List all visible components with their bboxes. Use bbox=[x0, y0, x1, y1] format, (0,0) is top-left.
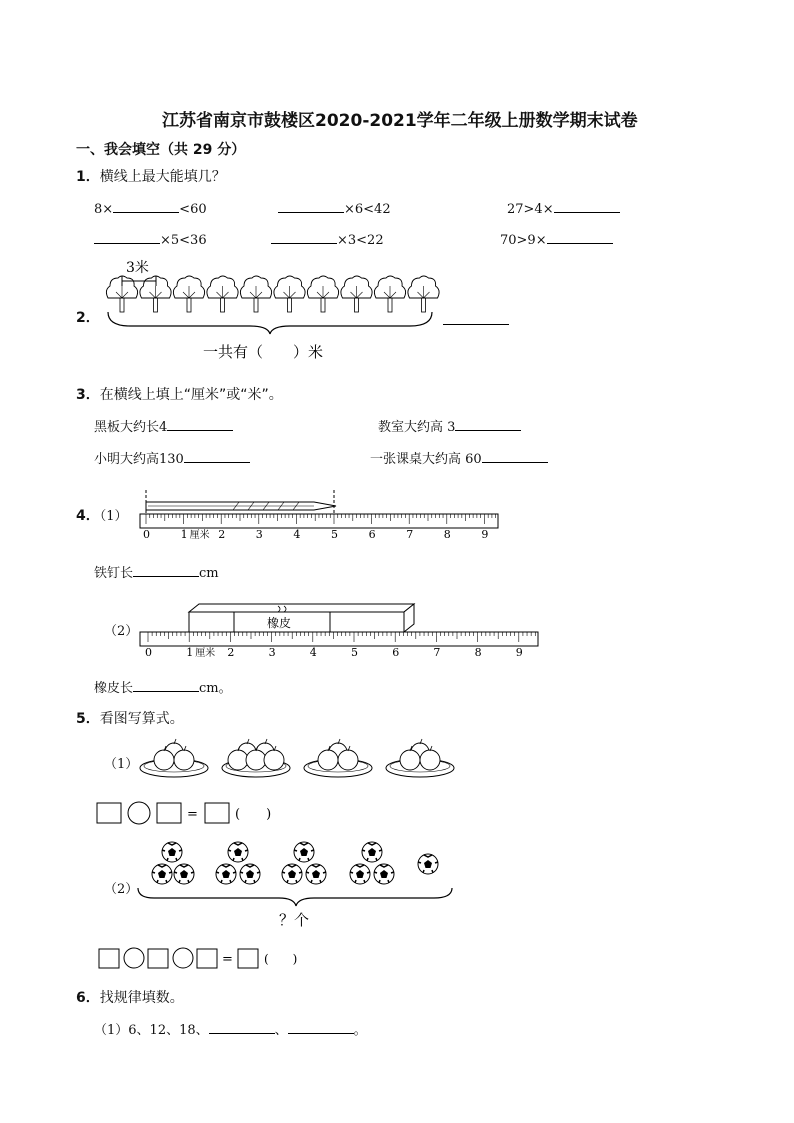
answer-blank[interactable] bbox=[554, 198, 620, 213]
tree-icon bbox=[408, 276, 439, 312]
apple-plates-figure bbox=[138, 736, 468, 786]
eraser-label: 橡皮 bbox=[267, 616, 292, 630]
trees-figure bbox=[100, 254, 440, 369]
q1-item-d: ×5<36 bbox=[94, 229, 207, 248]
tree-icon bbox=[207, 276, 238, 312]
apple-icon bbox=[420, 750, 440, 770]
equation-boxes-2 bbox=[98, 946, 318, 972]
answer-blank[interactable] bbox=[455, 416, 521, 431]
answer-blank[interactable] bbox=[278, 198, 344, 213]
question-6 bbox=[76, 987, 184, 1007]
ruler-label: 0 bbox=[145, 646, 152, 659]
operator-circle[interactable] bbox=[173, 948, 193, 968]
answer-box[interactable] bbox=[197, 949, 217, 968]
apple-icon bbox=[228, 750, 248, 770]
soccer-ball-icon bbox=[174, 864, 194, 884]
apple-icon bbox=[400, 750, 420, 770]
answer-box[interactable] bbox=[97, 803, 121, 823]
ruler-label: 4 bbox=[293, 528, 301, 541]
apple-icon bbox=[338, 750, 358, 770]
ruler-label: 7 bbox=[433, 646, 441, 659]
soccer-ball-icon bbox=[350, 864, 370, 884]
answer-blank[interactable] bbox=[443, 310, 509, 325]
nail-length: 铁钉长 cm bbox=[94, 562, 219, 581]
answer-blank[interactable] bbox=[184, 448, 250, 463]
q6-item: （1）6、12、18、 、 。 bbox=[94, 1019, 367, 1038]
soccer-ball-icon bbox=[294, 842, 314, 862]
answer-box[interactable] bbox=[238, 949, 258, 968]
soccer-balls-figure bbox=[134, 838, 464, 933]
question-number: 6． bbox=[76, 990, 100, 1006]
operator-circle[interactable] bbox=[124, 948, 144, 968]
tree-icon bbox=[173, 276, 204, 312]
ruler-label: 2 bbox=[218, 528, 226, 541]
ruler-label: 9 bbox=[515, 646, 523, 659]
ruler-label: 8 bbox=[474, 646, 482, 659]
answer-blank[interactable] bbox=[482, 448, 548, 463]
ruler-label: 5 bbox=[331, 528, 338, 541]
soccer-ball-icon bbox=[362, 842, 382, 862]
spacing-label: 3米 bbox=[126, 260, 149, 276]
page-title: 江苏省南京市鼓楼区2020-2021学年二年级上册数学期末试卷 bbox=[162, 111, 638, 131]
q1-item-c: 27>4× bbox=[507, 198, 620, 217]
q1-item-e: ×3<22 bbox=[271, 229, 384, 248]
ruler-label: 6 bbox=[392, 646, 400, 659]
question-number: 3． bbox=[76, 387, 100, 403]
answer-blank[interactable] bbox=[547, 229, 613, 244]
eraser-ruler-figure bbox=[138, 600, 540, 660]
question-text: 找规律填数。 bbox=[99, 990, 184, 1006]
soccer-ball-icon bbox=[282, 864, 302, 884]
tree-icon bbox=[307, 276, 338, 312]
question-3 bbox=[76, 384, 283, 404]
question-text: 看图写算式。 bbox=[99, 711, 184, 727]
part-label: （1） bbox=[99, 509, 128, 524]
svg-text:( ): ( ) bbox=[235, 807, 272, 822]
apple-icon bbox=[154, 750, 174, 770]
ruler-label: 5 bbox=[351, 646, 358, 659]
equation-boxes-1 bbox=[96, 801, 296, 827]
part-label: （1） bbox=[104, 757, 139, 772]
ruler-label: 1 bbox=[180, 528, 188, 541]
answer-blank[interactable] bbox=[167, 416, 233, 431]
answer-box[interactable] bbox=[148, 949, 168, 968]
apple-icon bbox=[264, 750, 284, 770]
soccer-ball-icon bbox=[374, 864, 394, 884]
ruler-label: 3 bbox=[255, 528, 263, 541]
answer-blank[interactable] bbox=[133, 677, 199, 692]
question-mark-label: ？个 bbox=[279, 911, 310, 929]
question-number: 2． bbox=[76, 310, 100, 326]
q1-item-f: 70>9× bbox=[500, 229, 613, 248]
answer-blank[interactable] bbox=[133, 562, 199, 577]
soccer-ball-icon bbox=[216, 864, 236, 884]
ruler-unit: 厘米 bbox=[189, 530, 210, 541]
tree-icon bbox=[274, 276, 305, 312]
svg-text:=: = bbox=[187, 807, 198, 822]
answer-blank[interactable] bbox=[113, 198, 179, 213]
apple-plate bbox=[222, 739, 290, 777]
q3-item: 小明大约高130 bbox=[94, 448, 250, 467]
ruler-label: 2 bbox=[227, 646, 235, 659]
ruler bbox=[140, 632, 538, 646]
part-label: （2） bbox=[104, 624, 139, 639]
operator-circle[interactable] bbox=[128, 802, 150, 824]
answer-blank[interactable] bbox=[271, 229, 337, 244]
apple-icon bbox=[174, 750, 194, 770]
ruler-label: 0 bbox=[143, 528, 150, 541]
question-text: 在横线上填上“厘米”或“米”。 bbox=[99, 387, 283, 403]
apple-plate bbox=[386, 739, 454, 777]
apple-icon bbox=[246, 750, 266, 770]
answer-box[interactable] bbox=[99, 949, 119, 968]
part-label: （2） bbox=[104, 882, 139, 897]
question-5 bbox=[76, 708, 184, 728]
ruler-label: 4 bbox=[309, 646, 317, 659]
soccer-ball-icon bbox=[162, 842, 182, 862]
ruler-label: 3 bbox=[268, 646, 276, 659]
apple-plate bbox=[140, 739, 208, 777]
soccer-ball-icon bbox=[306, 864, 326, 884]
answer-box[interactable] bbox=[205, 803, 229, 823]
q3-item: 教室大约高 3 bbox=[378, 416, 521, 435]
svg-text:( ): ( ) bbox=[264, 952, 298, 966]
soccer-ball-icon bbox=[418, 854, 438, 874]
ruler-label: 6 bbox=[368, 528, 376, 541]
question-text: 横线上最大能填几？ bbox=[99, 169, 226, 185]
answer-blank[interactable] bbox=[288, 1019, 354, 1034]
eraser bbox=[189, 612, 404, 632]
question-1 bbox=[76, 166, 226, 186]
answer-blank[interactable] bbox=[94, 229, 160, 244]
apple-icon bbox=[318, 750, 338, 770]
q3-item: 黑板大约长4 bbox=[94, 416, 233, 435]
question-number: 5． bbox=[76, 711, 100, 727]
question-4 bbox=[76, 505, 128, 525]
tree-icon bbox=[341, 276, 372, 312]
answer-box[interactable] bbox=[157, 803, 181, 823]
soccer-ball-icon bbox=[228, 842, 248, 862]
q1-item-b: ×6<42 bbox=[278, 198, 391, 217]
answer-blank[interactable] bbox=[209, 1019, 275, 1034]
svg-text:=: = bbox=[222, 952, 233, 967]
ruler-unit: 厘米 bbox=[195, 648, 216, 659]
tree-icon bbox=[374, 276, 405, 312]
ruler-label: 9 bbox=[481, 528, 489, 541]
question-number: 4． bbox=[76, 508, 100, 524]
total-label: 一共有（ ）米 bbox=[203, 343, 324, 361]
nail-ruler-figure bbox=[138, 488, 500, 546]
eraser-length: 橡皮长 cm。 bbox=[94, 677, 232, 696]
tree-icon bbox=[240, 276, 271, 312]
q3-item: 一张课桌大约高 60 bbox=[370, 448, 548, 467]
section-heading: 一、我会填空（共 29 分） bbox=[76, 142, 246, 158]
ruler-label: 7 bbox=[406, 528, 414, 541]
q1-item-a: 8× <60 bbox=[94, 198, 207, 217]
brace bbox=[138, 888, 452, 906]
ruler-label: 8 bbox=[443, 528, 451, 541]
soccer-ball-icon bbox=[152, 864, 172, 884]
soccer-ball-icon bbox=[240, 864, 260, 884]
question-number: 1． bbox=[76, 169, 100, 185]
ruler-label: 1 bbox=[186, 646, 194, 659]
apple-plate bbox=[304, 739, 372, 777]
brace bbox=[108, 312, 432, 334]
